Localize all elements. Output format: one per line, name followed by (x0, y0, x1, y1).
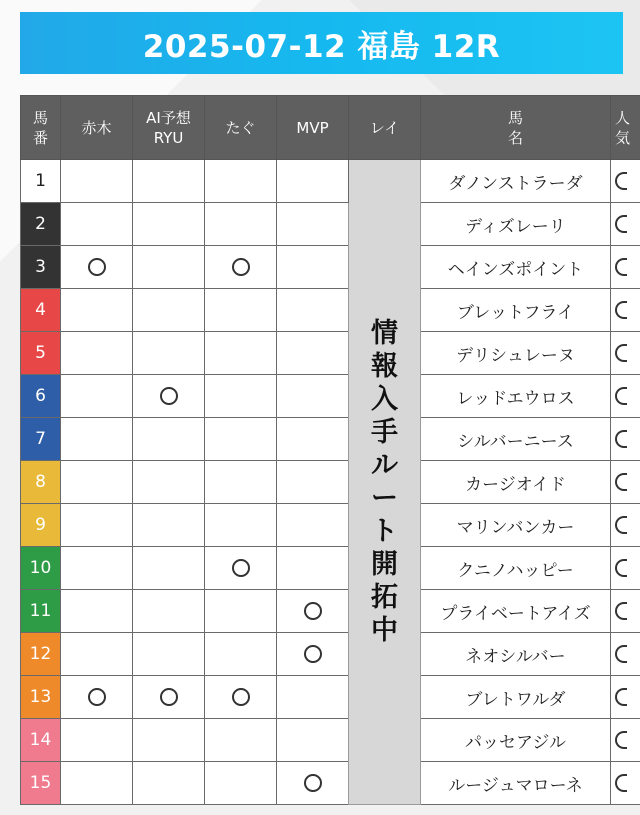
horse-name: ヘインズポイント (421, 246, 611, 289)
pick-cell-ai (133, 719, 205, 762)
pick-mark-tagu (232, 258, 250, 276)
pick-mark-mvp (304, 645, 322, 663)
popularity-cell-partial (611, 375, 640, 418)
horse-name: クニノハッピー (421, 547, 611, 590)
pick-cell-ai (133, 633, 205, 676)
table-row (21, 719, 640, 762)
pick-cell-mvp (277, 160, 349, 203)
pick-cell-ai (133, 547, 205, 590)
horse-name: ブレトワルダ (421, 676, 611, 719)
pick-cell-akagi (61, 633, 133, 676)
popularity-cell-partial (611, 289, 640, 332)
partial-value-glyph (615, 559, 627, 577)
pick-cell-tagu (205, 676, 277, 719)
table-row (21, 418, 640, 461)
popularity-cell-partial (611, 590, 640, 633)
col-header-umaban: 馬 番 (21, 96, 61, 160)
table-row (21, 246, 640, 289)
horse-name: デリシュレーヌ (421, 332, 611, 375)
pick-cell-tagu (205, 203, 277, 246)
table-row (21, 289, 640, 332)
horse-number: 3 (21, 246, 61, 289)
pick-cell-mvp (277, 332, 349, 375)
horse-name: パッセアジル (421, 719, 611, 762)
pick-cell-ai (133, 160, 205, 203)
pick-cell-mvp (277, 504, 349, 547)
partial-value-glyph (615, 602, 627, 620)
pick-cell-tagu (205, 332, 277, 375)
pick-cell-mvp (277, 719, 349, 762)
pick-cell-ai (133, 676, 205, 719)
pick-cell-akagi (61, 418, 133, 461)
pick-cell-ai (133, 418, 205, 461)
partial-value-glyph (615, 301, 627, 319)
horse-number: 7 (21, 418, 61, 461)
pick-mark-tagu (232, 688, 250, 706)
horse-name: シルバーニース (421, 418, 611, 461)
col-header-akagi: 赤木 (61, 96, 133, 160)
pick-cell-mvp (277, 246, 349, 289)
popularity-cell-partial (611, 461, 640, 504)
horse-name: ルージュマローネ (421, 762, 611, 805)
pick-cell-ai (133, 461, 205, 504)
popularity-cell-partial (611, 676, 640, 719)
horse-number: 8 (21, 461, 61, 504)
table-row (21, 504, 640, 547)
pick-cell-tagu (205, 547, 277, 590)
pick-cell-ai (133, 332, 205, 375)
pick-cell-ai (133, 762, 205, 805)
pick-cell-mvp (277, 418, 349, 461)
partial-value-glyph (615, 516, 627, 534)
pick-cell-ai (133, 504, 205, 547)
popularity-cell-partial (611, 418, 640, 461)
pick-cell-tagu (205, 461, 277, 504)
partial-value-glyph (615, 774, 627, 792)
popularity-cell-partial (611, 504, 640, 547)
race-title: 2025-07-12 福島 12R (142, 28, 501, 65)
popularity-cell-partial (611, 203, 640, 246)
col-header-mvp: MVP (277, 96, 349, 160)
table-row (21, 676, 640, 719)
table-row (21, 375, 640, 418)
pick-cell-mvp (277, 676, 349, 719)
table-row (21, 547, 640, 590)
pick-cell-mvp (277, 375, 349, 418)
pick-cell-tagu (205, 160, 277, 203)
popularity-cell-partial (611, 633, 640, 676)
partial-value-glyph (615, 645, 627, 663)
pick-cell-tagu (205, 289, 277, 332)
pick-cell-akagi (61, 461, 133, 504)
horse-number: 2 (21, 203, 61, 246)
pick-cell-tagu (205, 762, 277, 805)
col-header-tagu: たぐ (205, 96, 277, 160)
pick-cell-ai (133, 246, 205, 289)
rei-status-cell (349, 160, 421, 805)
popularity-cell-partial (611, 332, 640, 375)
pick-cell-mvp (277, 461, 349, 504)
col-header-rei: レイ (349, 96, 421, 160)
horse-number: 9 (21, 504, 61, 547)
pick-cell-mvp (277, 633, 349, 676)
pick-cell-akagi (61, 719, 133, 762)
pick-cell-mvp (277, 289, 349, 332)
horse-name: レッドエウロス (421, 375, 611, 418)
partial-value-glyph (615, 344, 627, 362)
pick-cell-mvp (277, 590, 349, 633)
pick-mark-ai (160, 688, 178, 706)
horse-number: 1 (21, 160, 61, 203)
horse-number: 15 (21, 762, 61, 805)
table-row (21, 160, 640, 203)
horse-number: 10 (21, 547, 61, 590)
popularity-cell-partial (611, 160, 640, 203)
horse-name: マリンバンカー (421, 504, 611, 547)
horse-name: ディズレーリ (421, 203, 611, 246)
horse-number: 13 (21, 676, 61, 719)
table-row (21, 762, 640, 805)
horse-name: ブレットフライ (421, 289, 611, 332)
race-title-banner (20, 12, 623, 74)
horse-number: 14 (21, 719, 61, 762)
table-row (21, 203, 640, 246)
horse-name: ダノンストラーダ (421, 160, 611, 203)
popularity-cell-partial (611, 719, 640, 762)
pick-cell-tagu (205, 418, 277, 461)
pick-cell-akagi (61, 676, 133, 719)
pick-cell-ai (133, 289, 205, 332)
horse-name: カージオイド (421, 461, 611, 504)
pick-cell-ai (133, 375, 205, 418)
pick-cell-akagi (61, 504, 133, 547)
pick-cell-mvp (277, 203, 349, 246)
rei-status-text: 情報入手ルート開拓中 (371, 318, 398, 646)
pick-cell-akagi (61, 160, 133, 203)
partial-value-glyph (615, 688, 627, 706)
pick-cell-akagi (61, 246, 133, 289)
partial-value-glyph (615, 430, 627, 448)
horse-number: 12 (21, 633, 61, 676)
popularity-cell-partial (611, 547, 640, 590)
pick-cell-tagu (205, 590, 277, 633)
horse-name: プライベートアイズ (421, 590, 611, 633)
pick-cell-tagu (205, 719, 277, 762)
pick-cell-akagi (61, 203, 133, 246)
partial-value-glyph (615, 387, 627, 405)
col-header-popularity: 人 気 (611, 96, 640, 160)
partial-value-glyph (615, 258, 627, 276)
horse-number: 4 (21, 289, 61, 332)
pick-cell-tagu (205, 375, 277, 418)
pick-mark-ai (160, 387, 178, 405)
partial-value-glyph (615, 215, 627, 233)
table-row (21, 461, 640, 504)
pick-mark-tagu (232, 559, 250, 577)
popularity-cell-partial (611, 246, 640, 289)
pick-cell-akagi (61, 289, 133, 332)
pick-cell-akagi (61, 762, 133, 805)
horse-name: ネオシルバー (421, 633, 611, 676)
table-row (21, 332, 640, 375)
horse-number: 11 (21, 590, 61, 633)
pick-cell-akagi (61, 375, 133, 418)
prediction-table (20, 95, 640, 805)
pick-cell-mvp (277, 547, 349, 590)
pick-cell-akagi (61, 590, 133, 633)
table-row (21, 590, 640, 633)
pick-cell-mvp (277, 762, 349, 805)
pick-cell-tagu (205, 504, 277, 547)
pick-mark-akagi (88, 688, 106, 706)
horse-number: 5 (21, 332, 61, 375)
pick-mark-akagi (88, 258, 106, 276)
pick-cell-tagu (205, 633, 277, 676)
partial-value-glyph (615, 172, 627, 190)
pick-cell-akagi (61, 547, 133, 590)
partial-value-glyph (615, 731, 627, 749)
pick-mark-mvp (304, 774, 322, 792)
col-header-horse-name: 馬 名 (421, 96, 611, 160)
table-row (21, 633, 640, 676)
pick-mark-mvp (304, 602, 322, 620)
horse-number: 6 (21, 375, 61, 418)
popularity-cell-partial (611, 762, 640, 805)
col-header-ai-ryu: AI予想 RYU (133, 96, 205, 160)
table-header-row (21, 96, 640, 160)
pick-cell-tagu (205, 246, 277, 289)
pick-cell-ai (133, 203, 205, 246)
pick-cell-ai (133, 590, 205, 633)
pick-cell-akagi (61, 332, 133, 375)
partial-value-glyph (615, 473, 627, 491)
